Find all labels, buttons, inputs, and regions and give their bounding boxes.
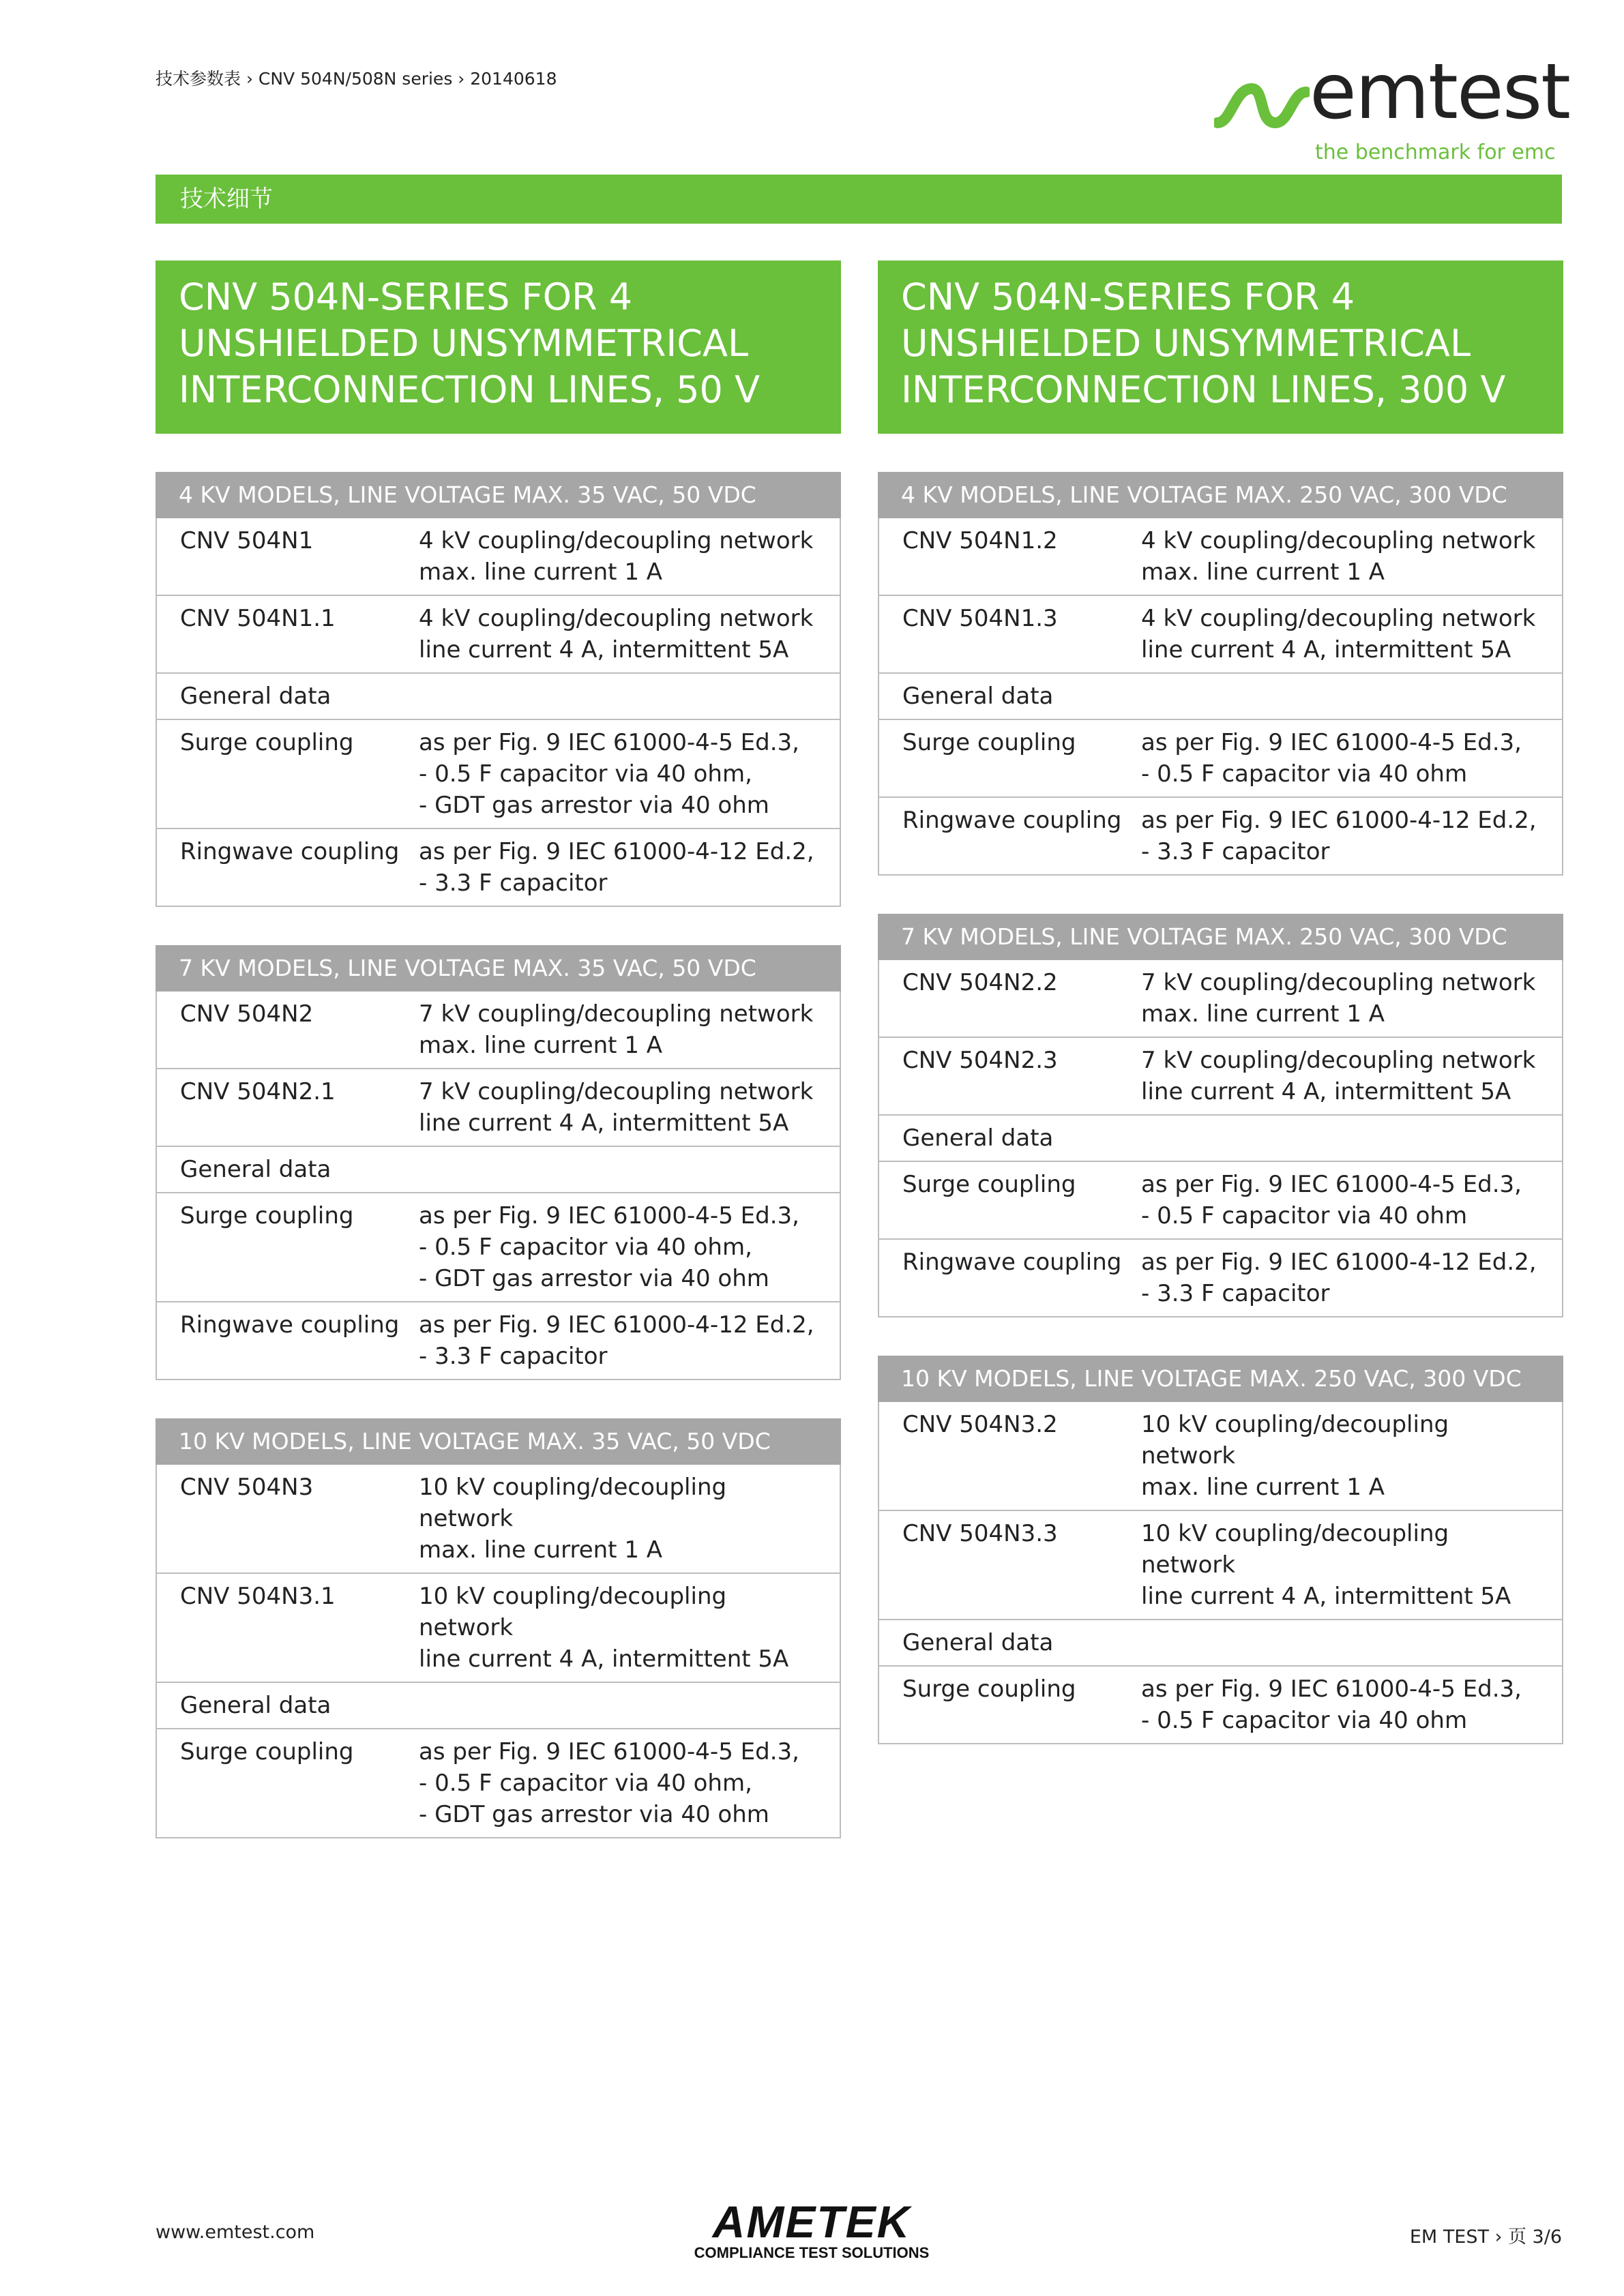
table-row <box>156 1465 840 1573</box>
spec-value: as per Fig. 9 IEC 61000-4-12 Ed.2, - 3.3 F capacitor <box>419 1302 840 1380</box>
spec-label: Surge coupling <box>879 1666 1141 1744</box>
spec-value: 7 kV coupling/decoupling network line current 4 A, intermittent 5A <box>419 1069 840 1146</box>
spec-label: Ringwave coupling <box>156 1302 419 1380</box>
table-row <box>879 1666 1563 1744</box>
table-row <box>156 1069 840 1146</box>
emtest-logo <box>1214 48 1570 167</box>
section-heading: 10 KV MODELS, LINE VOLTAGE MAX. 250 VAC, 300 VDC <box>878 1356 1563 1402</box>
table-row <box>879 719 1563 797</box>
spec-value: as per Fig. 9 IEC 61000-4-5 Ed.3, - 0.5 F capacitor via 40 ohm <box>1141 1161 1563 1239</box>
spec-label: CNV 504N2.2 <box>902 969 1058 996</box>
spec-value: as per Fig. 9 IEC 61000-4-5 Ed.3, - 0.5 F capacitor via 40 ohm <box>1141 1666 1563 1744</box>
table-row <box>879 595 1563 673</box>
spec-label: CNV 504N3.2 <box>902 1411 1058 1438</box>
page-number: EM TEST › 页 3/6 <box>1409 2226 1562 2248</box>
table-row <box>156 992 840 1069</box>
table-row <box>879 797 1563 875</box>
spec-value: 4 kV coupling/decoupling network line current 4 A, intermittent 5A <box>1141 595 1563 673</box>
spec-label: General data <box>879 673 1141 719</box>
table-row <box>879 1510 1563 1620</box>
spec-value <box>419 673 840 719</box>
spec-label: General data <box>879 1115 1141 1161</box>
table-row <box>156 719 840 829</box>
spec-section <box>156 472 841 907</box>
spec-label: CNV 504N1 <box>180 527 314 554</box>
left-title: CNV 504N-SERIES FOR 4 UNSHIELDED UNSYMMETRICAL INTERCONNECTION LINES, 50 V <box>156 260 841 434</box>
table-row <box>156 595 840 673</box>
spec-section <box>156 1418 841 1838</box>
spec-label: General data <box>156 1146 419 1193</box>
spec-label: Surge coupling <box>156 719 419 829</box>
spec-table <box>878 518 1563 876</box>
section-heading: 4 KV MODELS, LINE VOLTAGE MAX. 250 VAC, 300 VDC <box>878 472 1563 518</box>
spec-value: 10 kV coupling/decoupling network line current 4 A, intermittent 5A <box>1141 1510 1563 1620</box>
spec-label: Surge coupling <box>879 719 1141 797</box>
ametek-logo <box>682 2196 941 2262</box>
ametek-wordmark: AMETEK <box>712 2196 911 2247</box>
table-row <box>879 1402 1563 1510</box>
table-row <box>156 1302 840 1380</box>
ametek-subtitle: COMPLIANCE TEST SOLUTIONS <box>694 2244 930 2261</box>
spec-table <box>156 992 841 1380</box>
spec-value: as per Fig. 9 IEC 61000-4-5 Ed.3, - 0.5 F capacitor via 40 ohm, - GDT gas arrestor via 40 ohm <box>419 1193 840 1302</box>
spec-label: CNV 504N3.3 <box>879 1510 1141 1620</box>
spec-label: CNV 504N3.1 <box>156 1573 419 1682</box>
spec-value: 4 kV coupling/decoupling network max. line current 1 A <box>419 527 814 586</box>
spec-label: Surge coupling <box>879 1161 1141 1239</box>
spec-value <box>419 1682 840 1729</box>
spec-value <box>419 1146 840 1193</box>
table-row <box>879 1161 1563 1239</box>
section-heading: 10 KV MODELS, LINE VOLTAGE MAX. 35 VAC, 50 VDC <box>156 1418 841 1465</box>
spec-value: 4 kV coupling/decoupling network max. line current 1 A <box>1141 527 1536 586</box>
table-row <box>879 960 1563 1037</box>
spec-value: 10 kV coupling/decoupling network max. line current 1 A <box>1141 1411 1449 1501</box>
spec-value: 7 kV coupling/decoupling network max. line current 1 A <box>419 1000 814 1059</box>
spec-value: 7 kV coupling/decoupling network max. line current 1 A <box>1141 969 1536 1028</box>
section-bar: 技术细节 <box>156 175 1562 224</box>
spec-label: Ringwave coupling <box>879 797 1141 875</box>
table-row <box>156 1729 840 1838</box>
section-heading: 7 KV MODELS, LINE VOLTAGE MAX. 35 VAC, 50 VDC <box>156 945 841 992</box>
table-row <box>156 829 840 906</box>
spec-section <box>156 945 841 1380</box>
spec-value <box>1141 1620 1563 1666</box>
spec-section <box>878 914 1563 1317</box>
spec-value: 10 kV coupling/decoupling network line current 4 A, intermittent 5A <box>419 1573 840 1682</box>
spec-label: Ringwave coupling <box>879 1239 1141 1317</box>
table-row <box>879 1239 1563 1317</box>
left-column <box>156 260 841 1838</box>
spec-table <box>156 1465 841 1838</box>
spec-label: CNV 504N3 <box>180 1474 314 1501</box>
table-row <box>879 518 1563 595</box>
spec-label: CNV 504N1.1 <box>156 595 419 673</box>
table-row <box>156 518 840 595</box>
spec-table <box>156 518 841 907</box>
table-row <box>156 673 840 719</box>
table-row <box>879 1115 1563 1161</box>
spec-value: as per Fig. 9 IEC 61000-4-5 Ed.3, - 0.5 F capacitor via 40 ohm, - GDT gas arrestor via 40 ohm <box>419 1729 840 1838</box>
spec-label: Surge coupling <box>156 1729 419 1838</box>
spec-value <box>1141 1115 1563 1161</box>
spec-label: General data <box>879 1620 1141 1666</box>
spec-label: CNV 504N2 <box>180 1000 314 1028</box>
spec-value: 4 kV coupling/decoupling network line current 4 A, intermittent 5A <box>419 595 840 673</box>
spec-value: as per Fig. 9 IEC 61000-4-12 Ed.2, - 3.3 F capacitor <box>1141 797 1563 875</box>
table-row <box>879 673 1563 719</box>
table-row <box>156 1146 840 1193</box>
right-title: CNV 504N-SERIES FOR 4 UNSHIELDED UNSYMMETRICAL INTERCONNECTION LINES, 300 V <box>878 260 1563 434</box>
spec-label: General data <box>156 673 419 719</box>
spec-value: as per Fig. 9 IEC 61000-4-5 Ed.3, - 0.5 F capacitor via 40 ohm, - GDT gas arrestor via 40 ohm <box>419 719 840 829</box>
section-heading: 7 KV MODELS, LINE VOLTAGE MAX. 250 VAC, 300 VDC <box>878 914 1563 960</box>
section-heading: 4 KV MODELS, LINE VOLTAGE MAX. 35 VAC, 50 VDC <box>156 472 841 518</box>
spec-label: CNV 504N1.2 <box>902 527 1058 554</box>
table-row <box>156 1682 840 1729</box>
footer-url[interactable]: www.emtest.com <box>156 2222 315 2243</box>
table-row <box>879 1620 1563 1666</box>
spec-table <box>878 1402 1563 1744</box>
right-column <box>878 260 1563 1744</box>
spec-label: CNV 504N1.3 <box>879 595 1141 673</box>
spec-value: as per Fig. 9 IEC 61000-4-5 Ed.3, - 0.5 F capacitor via 40 ohm <box>1141 719 1563 797</box>
table-row <box>156 1573 840 1682</box>
spec-value: 7 kV coupling/decoupling network line current 4 A, intermittent 5A <box>1141 1037 1563 1115</box>
spec-value <box>1141 673 1563 719</box>
spec-table <box>878 960 1563 1317</box>
logo-wordmark: emtest <box>1310 48 1570 136</box>
breadcrumb: 技术参数表 › CNV 504N/508N series › 20140618 <box>156 69 557 89</box>
spec-value: as per Fig. 9 IEC 61000-4-12 Ed.2, - 3.3 F capacitor <box>419 829 840 906</box>
spec-label: CNV 504N2.1 <box>156 1069 419 1146</box>
spec-value: as per Fig. 9 IEC 61000-4-12 Ed.2, - 3.3 F capacitor <box>1141 1239 1563 1317</box>
spec-label: Surge coupling <box>156 1193 419 1302</box>
logo-tagline: the benchmark for emc <box>1315 140 1556 164</box>
spec-label: General data <box>156 1682 419 1729</box>
emtest-wave-icon <box>1214 82 1310 130</box>
spec-value: 10 kV coupling/decoupling network max. line current 1 A <box>419 1474 727 1564</box>
table-row <box>879 1037 1563 1115</box>
spec-label: CNV 504N2.3 <box>879 1037 1141 1115</box>
spec-section <box>878 1356 1563 1744</box>
spec-label: Ringwave coupling <box>156 829 419 906</box>
table-row <box>156 1193 840 1302</box>
spec-section <box>878 472 1563 876</box>
